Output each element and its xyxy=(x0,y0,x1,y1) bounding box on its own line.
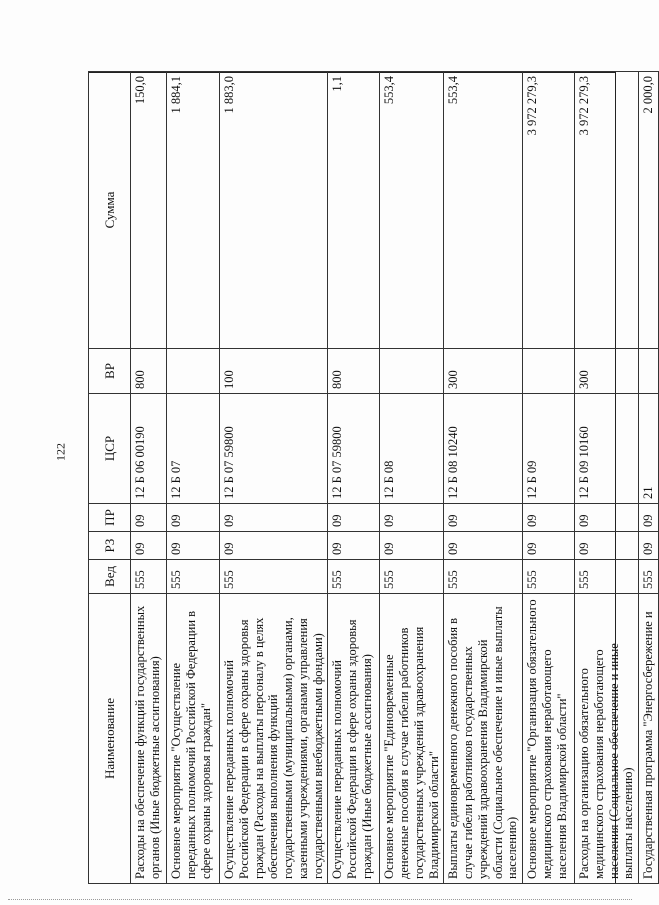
cell-sum: 553,4 xyxy=(380,72,444,349)
cell-pr: 09 xyxy=(575,504,639,532)
cell-pr: 09 xyxy=(131,504,167,532)
cell-name: Выплаты единовременного денежного пособия в случае гибели работников государственных учреждений здравоохранения Владимирской области (Социальное обеспечение и иные выплаты населению) xyxy=(444,594,523,884)
cell-ved: 555 xyxy=(167,560,220,594)
budget-table-frame xyxy=(88,72,655,884)
cell-pr: 09 xyxy=(328,504,380,532)
cell-vr xyxy=(167,349,220,394)
cell-ved: 555 xyxy=(131,560,167,594)
page-number-text: 122 xyxy=(53,443,68,461)
cell-csr: 12 Б 08 xyxy=(380,394,444,504)
cell-ved: 555 xyxy=(444,560,523,594)
cell-csr: 12 Б 08 10240 xyxy=(444,394,523,504)
cell-csr: 12 Б 07 xyxy=(167,394,220,504)
cell-ved: 555 xyxy=(220,560,328,594)
cell-csr: 12 Б 09 10160 xyxy=(575,394,639,504)
cell-ved: 555 xyxy=(328,560,380,594)
cell-vr xyxy=(380,349,444,394)
cell-rz: 09 xyxy=(167,532,220,560)
table-row xyxy=(639,72,659,884)
cell-name: Основное мероприятие "Единовременные денежные пособия в случае гибели работников государственных учреждений здравоохранения Владимирской области" xyxy=(380,594,444,884)
scan-edge-divider xyxy=(8,899,632,901)
table-row xyxy=(220,72,328,884)
cell-vr: 800 xyxy=(131,349,167,394)
table-row xyxy=(523,72,575,884)
cell-sum: 1 883,0 xyxy=(220,72,328,349)
cell-csr: 12 Б 07 59800 xyxy=(328,394,380,504)
cell-vr: 300 xyxy=(444,349,523,394)
cell-rz: 09 xyxy=(575,532,639,560)
cell-rz: 09 xyxy=(131,532,167,560)
table-header-row xyxy=(89,72,131,884)
table-row xyxy=(328,72,380,884)
cell-sum: 1,1 xyxy=(328,72,380,349)
cell-name: Государственная программа "Энергосбережение и xyxy=(639,594,659,884)
budget-table xyxy=(88,71,659,884)
cell-sum: 3 972 279,3 xyxy=(523,72,575,349)
cell-sum: 150,0 xyxy=(131,72,167,349)
cell-rz: 09 xyxy=(328,532,380,560)
cell-name: Осуществление переданных полномочий Российской Федерации в сфере охраны здоровья граждан (Расходы на выплаты персоналу в целях обеспечения выполнения функций государственными (муниципальными) органами, казенными учреждениями, органами управления государственными внебюджетными фондами) xyxy=(220,594,328,884)
header-name: Наименование xyxy=(89,594,131,884)
cell-ved: 555 xyxy=(380,560,444,594)
header-sum: Сумма xyxy=(89,72,131,349)
table-row xyxy=(444,72,523,884)
cell-pr: 09 xyxy=(444,504,523,532)
header-pr: ПР xyxy=(89,504,131,532)
cell-rz: 09 xyxy=(523,532,575,560)
cell-pr: 09 xyxy=(167,504,220,532)
cell-pr: 09 xyxy=(220,504,328,532)
cell-sum: 2 000,0 xyxy=(639,72,659,349)
budget-table-rotated xyxy=(88,72,655,884)
cell-name: Расходы на обеспечение функций государственных органов (Иные бюджетные ассигнования) xyxy=(131,594,167,884)
cell-vr: 100 xyxy=(220,349,328,394)
cell-sum: 3 972 279,3 xyxy=(575,72,639,349)
cell-ved: 555 xyxy=(639,560,659,594)
cell-pr: 09 xyxy=(523,504,575,532)
cell-rz: 09 xyxy=(380,532,444,560)
header-rz: РЗ xyxy=(89,532,131,560)
cell-name: Расходы на организацию обязательного медицинского страхования неработающего населения (Социальное обеспечение и иные выплаты населению) xyxy=(575,594,639,884)
cell-rz: 09 xyxy=(220,532,328,560)
table-row xyxy=(167,72,220,884)
cell-ved: 555 xyxy=(523,560,575,594)
header-vr: ВР xyxy=(89,349,131,394)
cell-name: Основное мероприятие "Осуществление переданных полномочий Российской Федерации в сфере охраны здоровья граждан" xyxy=(167,594,220,884)
cell-csr: 12 Б 07 59800 xyxy=(220,394,328,504)
cell-vr xyxy=(523,349,575,394)
cell-csr: 12 Б 09 xyxy=(523,394,575,504)
cell-rz: 09 xyxy=(639,532,659,560)
header-ved: Вед xyxy=(89,560,131,594)
cell-name: Основное мероприятие "Организация обязательного медицинского страхования неработающего населения Владимирской области" xyxy=(523,594,575,884)
cell-csr: 21 xyxy=(639,394,659,504)
cell-vr: 300 xyxy=(575,349,639,394)
cell-sum: 553,4 xyxy=(444,72,523,349)
cell-name: Осуществление переданных полномочий Российской Федерации в сфере охраны здоровья граждан (Иные бюджетные ассигнования) xyxy=(328,594,380,884)
table-row xyxy=(380,72,444,884)
cell-vr xyxy=(639,349,659,394)
cell-pr: 09 xyxy=(639,504,659,532)
cell-vr: 800 xyxy=(328,349,380,394)
cell-csr: 12 Б 06 00190 xyxy=(131,394,167,504)
header-csr: ЦСР xyxy=(89,394,131,504)
cell-rz: 09 xyxy=(444,532,523,560)
cell-sum: 1 884,1 xyxy=(167,72,220,349)
cell-pr: 09 xyxy=(380,504,444,532)
table-row xyxy=(575,72,639,884)
table-row xyxy=(131,72,167,884)
cell-ved: 555 xyxy=(575,560,639,594)
